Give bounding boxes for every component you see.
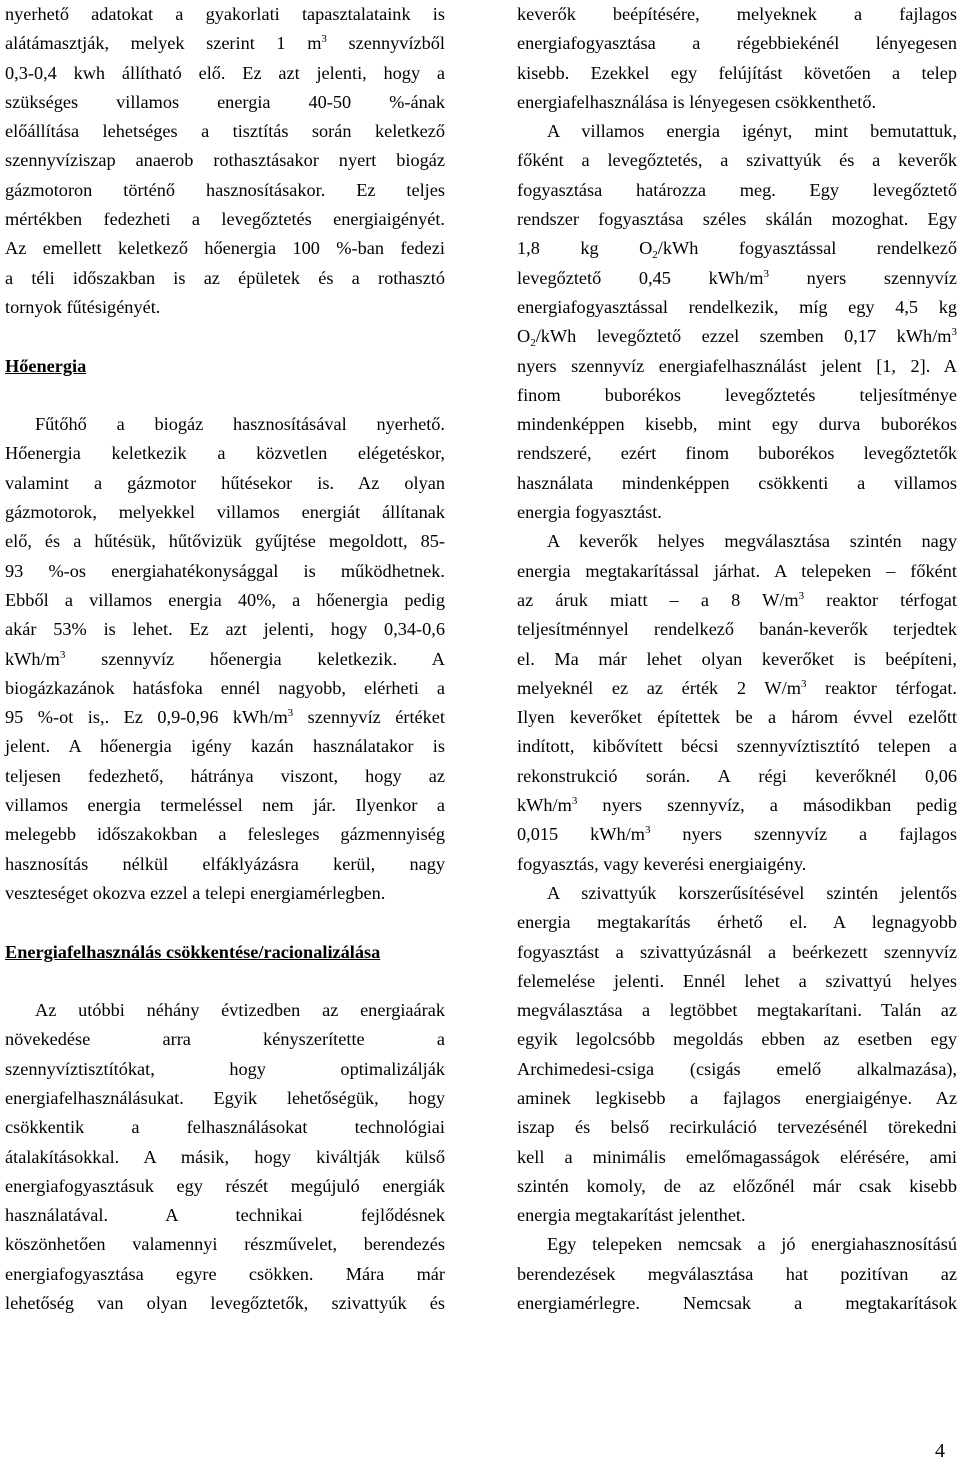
text-line: energia megtakarítást jelenthet. xyxy=(517,1205,746,1226)
text-line: szintén komoly, de az előzőnél már csak kisebb xyxy=(517,1175,957,1196)
text-line: az áruk miatt – a 8 $W/m^3$ reaktor térfogat xyxy=(517,589,957,610)
text-line: energia megtakarítás érhető el. A legnagyobb xyxy=(517,912,957,933)
text-line: iszap és belső recirkuláció tervezésénél törekedni xyxy=(517,1117,957,1138)
text-line: teljesen fedezhető, hátránya viszont, hogy az xyxy=(5,765,445,786)
section-heading-hoenergia: Hőenergia xyxy=(5,355,87,376)
text-line: Hőenergia keletkezik a közvetlen elégetéskor, xyxy=(5,443,445,464)
text-line: mértékben fedezheti a levegőztetés energiaigényét. xyxy=(5,209,445,230)
text-line: főként a levegőztetés, a szivattyúk és a keverők xyxy=(517,150,957,171)
text-line: 0,015 kWh/$m^3$ nyers szennyvíz a fajlagos xyxy=(517,824,957,845)
text-line: fogyasztás, vagy keverési energiaigény. xyxy=(517,853,807,874)
text-line: rendszer fogyasztása széles skálán mozoghat. Egy xyxy=(517,209,957,230)
text-line: kWh/$m^3$ szennyvíz hőenergia keletkezik. A xyxy=(5,648,445,669)
text-line: átalakításokkal. A másik, hogy kiváltják külső xyxy=(5,1146,445,1167)
text-line: megválasztása a legtöbbet megtakarítani. Talán az xyxy=(517,1000,957,1021)
text-line: aminek legkisebb a fajlagos energiaigénye. Az xyxy=(517,1087,957,1108)
text-line: fogyasztást a szivattyúzásnál a beérkezett szennyvíz xyxy=(517,941,957,962)
text-line: energiafelhasználása is lényegesen csökkenthető. xyxy=(517,91,877,112)
text-line: növekedése arra kényszerítette a xyxy=(5,1029,445,1050)
text-line: 1,8 kg $O_2$/kWh fogyasztással rendelkező xyxy=(517,238,957,262)
text-line: nyerhető adatokat a gyakorlati tapasztalataink is xyxy=(5,4,445,24)
right-column xyxy=(517,0,957,1318)
text-line: Egy telepeken nemcsak a jó energiahasznosítású xyxy=(547,1234,957,1255)
text-line: tornyok fűtésigényét. xyxy=(5,296,161,317)
section-heading-energy-reduction: Energiafelhasználás csökkentése/racionalizálása xyxy=(5,941,381,962)
text-line: szennyvíztisztítókat, hogy optimalizálják xyxy=(5,1058,445,1079)
text-line: veszteséget okozva ezzel a telepi energiamérlegben. xyxy=(5,882,386,903)
text-line: nyers szennyvíz energiafelhasználást jelent [1, 2]. A xyxy=(517,355,957,376)
text-line: energiafelhasználásukat. Egyik lehetőségük, hogy xyxy=(5,1087,445,1108)
text-line: használata mindenképpen csökkenti a villamos xyxy=(517,472,957,493)
text-line: alátámasztják, melyek szerint 1 $m^3$ szennyvízből xyxy=(5,33,445,54)
text-line: berendezések megválasztása hat pozitívan az xyxy=(517,1263,957,1284)
text-line: köszönhetően valamennyi részművelet, berendezés xyxy=(5,1234,445,1255)
text-line: egyik legolcsóbb megoldás ebben az esetben egy xyxy=(517,1029,957,1050)
text-line: energia megtakarítással járhat. A telepeken – főként xyxy=(517,560,957,581)
text-line: a téli időszakban is az épületek és a rothasztó xyxy=(5,267,445,288)
text-line: melyeknél ez az érték 2 $W/m^3$ reaktor térfogat. xyxy=(517,677,957,698)
text-line: fogyasztása határozza meg. Egy levegőztető xyxy=(517,179,957,200)
paragraph-energy-balance xyxy=(517,1230,957,1318)
page-number: 4 xyxy=(935,1440,945,1462)
text-line: energiamérlegre. Nemcsak a megtakarítások xyxy=(517,1293,957,1314)
text-line: akár 53% is lehet. Ez azt jelenti, hogy 0,34-0,6 xyxy=(5,619,445,640)
text-line: A szivattyúk korszerűsítésével szintén jelentős xyxy=(547,882,957,903)
text-line: energiafogyasztása egyre csökken. Mára már xyxy=(5,1263,445,1284)
text-line: 95 %-ot is,. Ez 0,9-0,96 kWh/$m^3$ szennyvíz értéket xyxy=(5,707,445,728)
paragraph-aeration xyxy=(517,117,957,527)
paragraph-mixers xyxy=(517,527,957,879)
text-line: Archimedesi-csiga (csigás emelő alkalmazása), xyxy=(517,1058,957,1079)
text-line: lehetőség van olyan levegőztetők, szivattyúk és xyxy=(5,1293,445,1314)
text-line: jelent. A hőenergia igény kazán használatakor is xyxy=(5,736,445,757)
text-line: melegebb időszakokban a felesleges gázmennyiség xyxy=(5,824,445,845)
text-line: szennyvíziszap anaerob rothasztásakor nyert biogáz xyxy=(5,150,445,171)
paragraph-energy-prices xyxy=(5,996,445,1318)
text-line: A keverők helyes megválasztása szintén nagy xyxy=(547,531,957,552)
text-line: elő, és a hűtésük, hűtővizük gyűjtése megoldott, 85- xyxy=(5,531,445,552)
text-line: villamos energia termeléssel nem jár. Ilyenkor a xyxy=(5,795,445,816)
text-line: energiafogyasztása a régebbiekénél lényegesen xyxy=(517,33,957,54)
text-line: rendszeré, ezért finom buborékos levegőztetők xyxy=(517,443,957,464)
left-column xyxy=(5,0,445,1318)
text-line: rekonstrukció során. A régi keverőknél 0,06 xyxy=(517,765,957,786)
text-line: 0,3-0,4 kwh állítható elő. Ez azt jelenti, hogy a xyxy=(5,62,445,83)
text-line: el. Ma már lehet olyan keverőket is beépíteni, xyxy=(517,648,957,669)
text-line: 93 %-os energiahatékonysággal is működhetnek. xyxy=(5,560,445,581)
text-line: hasznosítás nélkül elfáklyázásra kerül, nagy xyxy=(5,853,445,874)
text-line: mindenképpen kisebb, mint egy durva buborékos xyxy=(517,414,957,435)
text-line: előállítása lehetséges a tisztítás során keletkező xyxy=(5,121,445,142)
text-line: kWh/$m^3$ nyers szennyvíz, a másodikban pedig xyxy=(517,795,957,816)
text-line: kell a minimális emelőmagasságok elérésére, ami xyxy=(517,1146,957,1167)
text-line: finom buborékos levegőztetés teljesítménye xyxy=(517,384,957,405)
text-line: indított, kibővített bécsi szennyvíztisztító telepen a xyxy=(517,736,957,757)
text-line: teljesítménnyel rendelkező banán-keverők terjedtek xyxy=(517,619,957,640)
paragraph-biogas-electricity xyxy=(5,0,445,322)
text-line: Ilyen keverőket építettek be a három évvel ezelőtt xyxy=(517,707,957,728)
text-line: Az emellett keletkező hőenergia 100 %-ban fedezi xyxy=(5,238,445,259)
text-line: biogázkazánok hatásfoka ennél nagyobb, elérheti a xyxy=(5,677,445,698)
paragraph-mixers-intro xyxy=(517,0,957,117)
text-line: energiafogyasztással rendelkezik, míg egy 4,5 kg xyxy=(517,296,957,317)
text-line: felemelése jelenti. Ennél lehet a szivattyú helyes xyxy=(517,970,957,991)
text-line: A villamos energia igényt, mint bemutattuk, xyxy=(547,121,957,142)
text-line: keverők beépítésére, melyeknek a fajlagos xyxy=(517,4,957,24)
text-line: levegőztető 0,45 kWh/$m^3$ nyers szennyvíz xyxy=(517,267,957,288)
text-line: szükséges villamos energia 40-50 %-ának xyxy=(5,91,445,112)
text-line: gázmotoron történő hasznosításakor. Ez teljes xyxy=(5,179,445,200)
text-line: energiafogyasztásuk egy részét megújuló energiák xyxy=(5,1175,445,1196)
text-line: valamint a gázmotor hűtésekor is. Az olyan xyxy=(5,472,445,493)
text-line: Az utóbbi néhány évtizedben az energiaárak xyxy=(35,1000,445,1021)
text-line: energia fogyasztást. xyxy=(517,502,662,523)
text-line: csökkentik a felhasználásokat technológiai xyxy=(5,1117,445,1138)
paragraph-heat-energy xyxy=(5,410,445,908)
text-line: Fűtőhő a biogáz hasznosításával nyerhető. xyxy=(35,414,445,435)
text-line: használatával. A technikai fejlődésnek xyxy=(5,1205,445,1226)
text-line: $O_2$/kWh levegőztető ezzel szemben 0,17 kWh/$m^3$ xyxy=(517,326,957,350)
paragraph-pumps xyxy=(517,879,957,1231)
text-line: gázmotorok, melyekkel villamos energiát állítanak xyxy=(5,502,445,523)
text-line: Ebből a villamos energia 40%, a hőenergia pedig xyxy=(5,589,445,610)
text-line: kisebb. Ezekkel egy felújítást követően a telep xyxy=(517,62,957,83)
